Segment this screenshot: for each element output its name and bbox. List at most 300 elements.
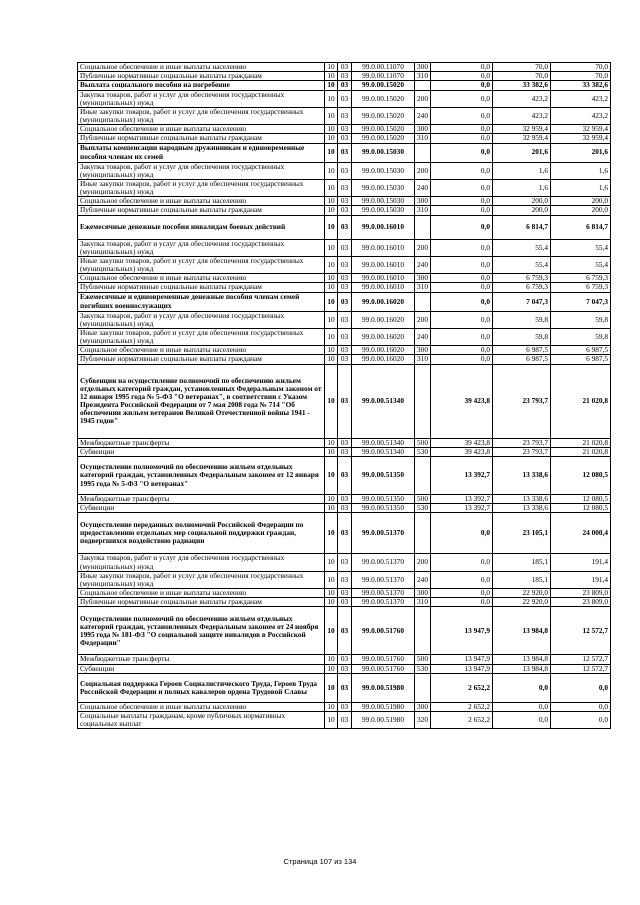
target-article-code: 99.0.00.51350	[352, 494, 415, 503]
podrazdel-code: 03	[338, 655, 352, 664]
podrazdel-code: 03	[338, 125, 352, 134]
table-row	[78, 607, 611, 655]
amount-year-2: 13 984,8	[493, 664, 551, 673]
target-article-code: 99.0.00.15030	[352, 206, 415, 215]
target-article-code: 99.0.00.16020	[352, 346, 415, 355]
amount-year-2: 6 987,5	[493, 355, 551, 364]
amount-year-1: 0,0	[431, 179, 493, 196]
row-name: Социальное обеспечение и иные выплаты населению	[78, 702, 325, 711]
amount-year-2: 32 959,4	[493, 125, 551, 134]
podrazdel-code: 03	[338, 274, 352, 283]
amount-year-2: 6 814,7	[493, 215, 551, 239]
amount-year-1: 13 392,7	[431, 494, 493, 503]
target-article-code: 99.0.00.51980	[352, 702, 415, 711]
podrazdel-code: 03	[338, 239, 352, 256]
amount-year-2: 32 959,4	[493, 134, 551, 143]
target-article-code: 99.0.00.16010	[352, 256, 415, 273]
expense-type-code: 310	[415, 206, 431, 215]
target-article-code: 99.0.00.16010	[352, 283, 415, 292]
amount-year-1: 0,0	[431, 90, 493, 107]
table-row	[78, 456, 611, 494]
row-name: Субвенции	[78, 664, 325, 673]
podrazdel-code: 03	[338, 162, 352, 179]
razdel-code: 10	[325, 197, 338, 206]
amount-year-2: 59,8	[493, 328, 551, 345]
row-name: Публичные нормативные социальные выплаты гражданам	[78, 134, 325, 143]
expense-type-code: 300	[415, 125, 431, 134]
amount-year-3: 70,0	[551, 63, 611, 72]
podrazdel-code: 03	[338, 179, 352, 196]
amount-year-3: 200,0	[551, 197, 611, 206]
amount-year-2: 0,0	[493, 673, 551, 702]
amount-year-3: 24 000,4	[551, 513, 611, 554]
razdel-code: 10	[325, 355, 338, 364]
table-row	[78, 125, 611, 134]
table-row	[78, 107, 611, 124]
podrazdel-code: 03	[338, 355, 352, 364]
amount-year-2: 6 987,5	[493, 346, 551, 355]
amount-year-1: 2 652,2	[431, 673, 493, 702]
table-row	[78, 63, 611, 72]
expense-type-code: 200	[415, 90, 431, 107]
expense-type-code: 500	[415, 655, 431, 664]
podrazdel-code: 03	[338, 346, 352, 355]
amount-year-1: 0,0	[431, 328, 493, 345]
amount-year-1: 0,0	[431, 554, 493, 571]
expense-type-code: 310	[415, 134, 431, 143]
target-article-code: 99.0.00.51350	[352, 456, 415, 494]
row-name: Межбюджетные трансферты	[78, 655, 325, 664]
table-row	[78, 673, 611, 702]
amount-year-3: 21 020,8	[551, 364, 611, 438]
amount-year-3: 0,0	[551, 702, 611, 711]
row-name: Осуществление переданных полномочий Российской Федерации по предоставлению отдельных мер социальной поддержки граждан, подвергшихся воздействию радиации	[78, 513, 325, 554]
amount-year-3: 23 809,0	[551, 598, 611, 607]
row-name: Публичные нормативные социальные выплаты гражданам	[78, 283, 325, 292]
table-row	[78, 438, 611, 447]
podrazdel-code: 03	[338, 673, 352, 702]
amount-year-3: 191,4	[551, 554, 611, 571]
target-article-code: 99.0.00.51340	[352, 364, 415, 438]
razdel-code: 10	[325, 125, 338, 134]
amount-year-2: 6 759,3	[493, 283, 551, 292]
razdel-code: 10	[325, 274, 338, 283]
target-article-code: 99.0.00.15020	[352, 107, 415, 124]
table-row	[78, 292, 611, 311]
row-name: Публичные нормативные социальные выплаты гражданам	[78, 72, 325, 81]
table-row	[78, 239, 611, 256]
table-row	[78, 355, 611, 364]
target-article-code: 99.0.00.15020	[352, 81, 415, 90]
amount-year-1: 39 423,8	[431, 447, 493, 456]
expense-type-code: 500	[415, 494, 431, 503]
podrazdel-code: 03	[338, 364, 352, 438]
table-row	[78, 162, 611, 179]
table-row	[78, 328, 611, 345]
amount-year-3: 423,2	[551, 90, 611, 107]
amount-year-3: 6 759,3	[551, 283, 611, 292]
target-article-code: 99.0.00.51760	[352, 655, 415, 664]
row-name: Иные закупки товаров, работ и услуг для обеспечения государственных (муниципальных) нужд	[78, 179, 325, 196]
podrazdel-code: 03	[338, 143, 352, 162]
podrazdel-code: 03	[338, 292, 352, 311]
razdel-code: 10	[325, 63, 338, 72]
table-row	[78, 346, 611, 355]
amount-year-3: 12 080,5	[551, 456, 611, 494]
row-name: Социальные выплаты гражданам, кроме публичных нормативных социальных выплат	[78, 711, 325, 728]
row-name: Публичные нормативные социальные выплаты гражданам	[78, 206, 325, 215]
amount-year-2: 55,4	[493, 256, 551, 273]
amount-year-1: 0,0	[431, 206, 493, 215]
expense-type-code: 240	[415, 328, 431, 345]
row-name: Социальная поддержка Героев Социалистического Труда, Героев Труда Российской Федерации и полных кавалеров ордена Трудовой Славы	[78, 673, 325, 702]
row-name: Социальное обеспечение и иные выплаты населению	[78, 346, 325, 355]
expense-type-code: 300	[415, 346, 431, 355]
row-name: Социальное обеспечение и иные выплаты населению	[78, 274, 325, 283]
table-row	[78, 274, 611, 283]
amount-year-2: 33 382,6	[493, 81, 551, 90]
amount-year-1: 39 423,8	[431, 438, 493, 447]
amount-year-1: 39 423,8	[431, 364, 493, 438]
target-article-code: 99.0.00.16020	[352, 292, 415, 311]
table-body	[78, 63, 611, 729]
amount-year-1: 13 947,9	[431, 607, 493, 655]
razdel-code: 10	[325, 554, 338, 571]
amount-year-1: 2 652,2	[431, 711, 493, 728]
razdel-code: 10	[325, 655, 338, 664]
row-name: Выплаты компенсации народным дружинникам и единовременные пособия членам их семей	[78, 143, 325, 162]
row-name: Публичные нормативные социальные выплаты гражданам	[78, 355, 325, 364]
razdel-code: 10	[325, 504, 338, 513]
expense-type-code: 240	[415, 179, 431, 196]
podrazdel-code: 03	[338, 256, 352, 273]
amount-year-3: 201,6	[551, 143, 611, 162]
row-name: Закупка товаров, работ и услуг для обеспечения государственных (муниципальных) нужд	[78, 239, 325, 256]
expense-type-code: 310	[415, 283, 431, 292]
razdel-code: 10	[325, 90, 338, 107]
amount-year-2: 70,0	[493, 63, 551, 72]
amount-year-3: 7 047,3	[551, 292, 611, 311]
razdel-code: 10	[325, 346, 338, 355]
amount-year-2: 13 984,8	[493, 607, 551, 655]
podrazdel-code: 03	[338, 72, 352, 81]
expense-type-code: 530	[415, 447, 431, 456]
target-article-code: 99.0.00.51370	[352, 589, 415, 598]
table-row	[78, 134, 611, 143]
amount-year-1: 0,0	[431, 143, 493, 162]
row-name: Иные закупки товаров, работ и услуг для обеспечения государственных (муниципальных) нужд	[78, 328, 325, 345]
expense-type-code: 500	[415, 438, 431, 447]
amount-year-1: 0,0	[431, 589, 493, 598]
podrazdel-code: 03	[338, 107, 352, 124]
row-name: Субвенции	[78, 447, 325, 456]
amount-year-2: 13 338,6	[493, 494, 551, 503]
razdel-code: 10	[325, 571, 338, 588]
podrazdel-code: 03	[338, 328, 352, 345]
expense-type-code: 200	[415, 311, 431, 328]
razdel-code: 10	[325, 292, 338, 311]
target-article-code: 99.0.00.51350	[352, 504, 415, 513]
row-name: Закупка товаров, работ и услуг для обеспечения государственных (муниципальных) нужд	[78, 554, 325, 571]
target-article-code: 99.0.00.16010	[352, 215, 415, 239]
target-article-code: 99.0.00.51760	[352, 607, 415, 655]
target-article-code: 99.0.00.16020	[352, 328, 415, 345]
amount-year-2: 1,6	[493, 179, 551, 196]
target-article-code: 99.0.00.15030	[352, 197, 415, 206]
table-row	[78, 197, 611, 206]
podrazdel-code: 03	[338, 664, 352, 673]
amount-year-3: 55,4	[551, 256, 611, 273]
amount-year-2: 0,0	[493, 702, 551, 711]
razdel-code: 10	[325, 162, 338, 179]
expense-type-code	[415, 456, 431, 494]
row-name: Субвенции на осуществление полномочий по обеспечению жильем отдельных категорий граждан, установленных Федеральным законом от 12 января 1995 года № 5-ФЗ "О ветеранах", в соответствии с Указом Президента Российской Федерации от 7 мая 2008 года № 714 "Об обеспечении жильем ветеранов Великой Отечественной войны 1941 - 1945 годов"	[78, 364, 325, 438]
amount-year-2: 1,6	[493, 162, 551, 179]
table-row	[78, 664, 611, 673]
expense-type-code	[415, 607, 431, 655]
amount-year-3: 12 572,7	[551, 607, 611, 655]
table-row	[78, 655, 611, 664]
expense-type-code: 300	[415, 274, 431, 283]
amount-year-3: 1,6	[551, 162, 611, 179]
amount-year-1: 2 652,2	[431, 702, 493, 711]
podrazdel-code: 03	[338, 571, 352, 588]
amount-year-1: 0,0	[431, 162, 493, 179]
table-row	[78, 215, 611, 239]
row-name: Выплата социального пособия на погребение	[78, 81, 325, 90]
razdel-code: 10	[325, 283, 338, 292]
podrazdel-code: 03	[338, 589, 352, 598]
amount-year-3: 12 080,5	[551, 494, 611, 503]
razdel-code: 10	[325, 702, 338, 711]
amount-year-2: 13 338,6	[493, 456, 551, 494]
row-name: Ежемесячные и единовременные денежные пособия членам семей погибших военнослужащих	[78, 292, 325, 311]
podrazdel-code: 03	[338, 311, 352, 328]
row-name: Социальное обеспечение и иные выплаты населению	[78, 125, 325, 134]
amount-year-1: 0,0	[431, 513, 493, 554]
razdel-code: 10	[325, 256, 338, 273]
page-footer: Страница 107 из 134	[283, 857, 357, 866]
amount-year-3: 21 020,8	[551, 438, 611, 447]
razdel-code: 10	[325, 81, 338, 90]
amount-year-1: 0,0	[431, 63, 493, 72]
target-article-code: 99.0.00.15030	[352, 162, 415, 179]
target-article-code: 99.0.00.15020	[352, 90, 415, 107]
razdel-code: 10	[325, 143, 338, 162]
target-article-code: 99.0.00.51340	[352, 447, 415, 456]
razdel-code: 10	[325, 513, 338, 554]
row-name: Иные закупки товаров, работ и услуг для обеспечения государственных (муниципальных) нужд	[78, 256, 325, 273]
podrazdel-code: 03	[338, 513, 352, 554]
amount-year-2: 7 047,3	[493, 292, 551, 311]
amount-year-3: 6 987,5	[551, 346, 611, 355]
row-name: Ежемесячные денежные пособия инвалидам боевых действий	[78, 215, 325, 239]
table-row	[78, 72, 611, 81]
expense-type-code: 320	[415, 711, 431, 728]
row-name: Осуществление полномочий по обеспечению жильем отдельных категорий граждан, установленных Федеральным законом от 24 ноября 1995 года № 181-ФЗ "О социальной защите инвалидов в Российской Федерации"	[78, 607, 325, 655]
amount-year-2: 23 793,7	[493, 364, 551, 438]
amount-year-1: 0,0	[431, 125, 493, 134]
razdel-code: 10	[325, 215, 338, 239]
expense-type-code: 310	[415, 355, 431, 364]
amount-year-1: 13 947,9	[431, 655, 493, 664]
table-row	[78, 90, 611, 107]
row-name: Социальное обеспечение и иные выплаты населению	[78, 589, 325, 598]
podrazdel-code: 03	[338, 456, 352, 494]
podrazdel-code: 03	[338, 63, 352, 72]
expense-type-code: 240	[415, 256, 431, 273]
amount-year-1: 0,0	[431, 571, 493, 588]
amount-year-2: 201,6	[493, 143, 551, 162]
amount-year-1: 0,0	[431, 274, 493, 283]
target-article-code: 99.0.00.11070	[352, 72, 415, 81]
razdel-code: 10	[325, 239, 338, 256]
row-name: Иные закупки товаров, работ и услуг для обеспечения государственных (муниципальных) нужд	[78, 571, 325, 588]
amount-year-2: 59,8	[493, 311, 551, 328]
row-name: Субвенции	[78, 504, 325, 513]
amount-year-1: 13 392,7	[431, 504, 493, 513]
amount-year-3: 12 572,7	[551, 655, 611, 664]
expense-type-code	[415, 215, 431, 239]
amount-year-3: 6 759,3	[551, 274, 611, 283]
row-name: Закупка товаров, работ и услуг для обеспечения государственных (муниципальных) нужд	[78, 311, 325, 328]
table-row	[78, 283, 611, 292]
target-article-code: 99.0.00.16010	[352, 239, 415, 256]
amount-year-2: 70,0	[493, 72, 551, 81]
amount-year-3: 0,0	[551, 711, 611, 728]
amount-year-3: 32 959,4	[551, 125, 611, 134]
razdel-code: 10	[325, 206, 338, 215]
table-row	[78, 206, 611, 215]
amount-year-1: 0,0	[431, 311, 493, 328]
podrazdel-code: 03	[338, 215, 352, 239]
razdel-code: 10	[325, 589, 338, 598]
razdel-code: 10	[325, 456, 338, 494]
row-name: Иные закупки товаров, работ и услуг для обеспечения государственных (муниципальных) нужд	[78, 107, 325, 124]
amount-year-1: 0,0	[431, 239, 493, 256]
amount-year-1: 0,0	[431, 283, 493, 292]
razdel-code: 10	[325, 134, 338, 143]
amount-year-1: 0,0	[431, 215, 493, 239]
table-row	[78, 447, 611, 456]
razdel-code: 10	[325, 607, 338, 655]
podrazdel-code: 03	[338, 702, 352, 711]
table-row	[78, 702, 611, 711]
expense-type-code: 310	[415, 598, 431, 607]
podrazdel-code: 03	[338, 607, 352, 655]
target-article-code: 99.0.00.51980	[352, 673, 415, 702]
razdel-code: 10	[325, 311, 338, 328]
target-article-code: 99.0.00.15020	[352, 134, 415, 143]
amount-year-2: 185,1	[493, 554, 551, 571]
target-article-code: 99.0.00.16010	[352, 274, 415, 283]
amount-year-3: 33 382,6	[551, 81, 611, 90]
target-article-code: 99.0.00.51370	[352, 554, 415, 571]
target-article-code: 99.0.00.51370	[352, 598, 415, 607]
podrazdel-code: 03	[338, 447, 352, 456]
target-article-code: 99.0.00.16020	[352, 311, 415, 328]
podrazdel-code: 03	[338, 206, 352, 215]
table-row	[78, 589, 611, 598]
expense-type-code: 240	[415, 571, 431, 588]
table-row	[78, 571, 611, 588]
podrazdel-code: 03	[338, 494, 352, 503]
expense-type-code: 530	[415, 504, 431, 513]
amount-year-3: 21 020,8	[551, 447, 611, 456]
expense-type-code	[415, 673, 431, 702]
razdel-code: 10	[325, 72, 338, 81]
razdel-code: 10	[325, 664, 338, 673]
row-name: Межбюджетные трансферты	[78, 438, 325, 447]
amount-year-2: 200,0	[493, 206, 551, 215]
amount-year-2: 6 759,3	[493, 274, 551, 283]
target-article-code: 99.0.00.15030	[352, 179, 415, 196]
table-row	[78, 598, 611, 607]
amount-year-2: 22 920,0	[493, 598, 551, 607]
amount-year-3: 423,2	[551, 107, 611, 124]
amount-year-2: 200,0	[493, 197, 551, 206]
razdel-code: 10	[325, 107, 338, 124]
amount-year-1: 0,0	[431, 81, 493, 90]
expense-type-code: 300	[415, 63, 431, 72]
amount-year-2: 23 793,7	[493, 447, 551, 456]
expense-type-code	[415, 292, 431, 311]
row-name: Закупка товаров, работ и услуг для обеспечения государственных (муниципальных) нужд	[78, 90, 325, 107]
razdel-code: 10	[325, 673, 338, 702]
budget-table	[77, 62, 611, 729]
expense-type-code: 240	[415, 107, 431, 124]
target-article-code: 99.0.00.51980	[352, 711, 415, 728]
row-name: Публичные нормативные социальные выплаты гражданам	[78, 598, 325, 607]
expense-type-code: 200	[415, 554, 431, 571]
amount-year-2: 22 920,0	[493, 589, 551, 598]
target-article-code: 99.0.00.51370	[352, 571, 415, 588]
amount-year-3: 0,0	[551, 673, 611, 702]
podrazdel-code: 03	[338, 81, 352, 90]
razdel-code: 10	[325, 364, 338, 438]
expense-type-code	[415, 81, 431, 90]
target-article-code: 99.0.00.11070	[352, 63, 415, 72]
razdel-code: 10	[325, 598, 338, 607]
expense-type-code	[415, 513, 431, 554]
amount-year-3: 32 959,4	[551, 134, 611, 143]
razdel-code: 10	[325, 494, 338, 503]
amount-year-2: 23 793,7	[493, 438, 551, 447]
table-row	[78, 311, 611, 328]
expense-type-code: 300	[415, 197, 431, 206]
table-row	[78, 364, 611, 438]
row-name: Межбюджетные трансферты	[78, 494, 325, 503]
target-article-code: 99.0.00.51340	[352, 438, 415, 447]
table-row	[78, 711, 611, 728]
table-row	[78, 179, 611, 196]
expense-type-code	[415, 364, 431, 438]
expense-type-code: 530	[415, 664, 431, 673]
amount-year-1: 0,0	[431, 256, 493, 273]
amount-year-3: 191,4	[551, 571, 611, 588]
amount-year-1: 0,0	[431, 292, 493, 311]
amount-year-3: 6 814,7	[551, 215, 611, 239]
table-row	[78, 494, 611, 503]
amount-year-3: 59,8	[551, 328, 611, 345]
podrazdel-code: 03	[338, 197, 352, 206]
target-article-code: 99.0.00.51370	[352, 513, 415, 554]
table-row	[78, 513, 611, 554]
row-name: Закупка товаров, работ и услуг для обеспечения государственных (муниципальных) нужд	[78, 162, 325, 179]
amount-year-3: 1,6	[551, 179, 611, 196]
podrazdel-code: 03	[338, 711, 352, 728]
expense-type-code: 300	[415, 702, 431, 711]
